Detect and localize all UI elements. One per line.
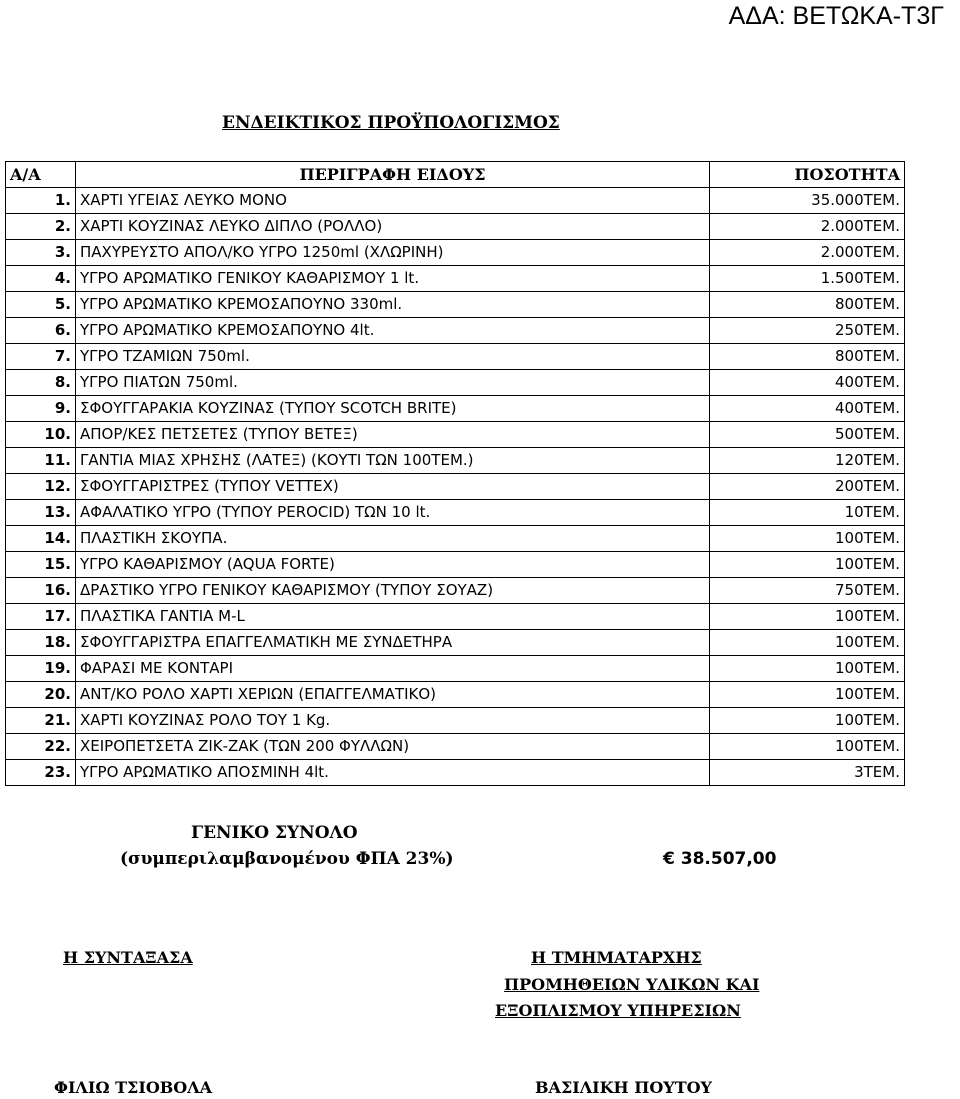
item-quantity: 10ΤΕΜ. [710,500,905,526]
table-row [6,682,905,708]
row-number: 5. [6,292,76,318]
table-row [6,734,905,760]
item-description: ΥΓΡΟ ΠΙΑΤΩΝ 750ml. [76,370,710,396]
author-title: Η ΣΥΝΤΑΞΑΣΑ [63,948,193,967]
item-quantity: 100ΤΕΜ. [710,656,905,682]
table-row [6,214,905,240]
row-number: 7. [6,344,76,370]
item-quantity: 100ΤΕΜ. [710,552,905,578]
item-quantity: 35.000ΤΕΜ. [710,188,905,214]
table-row [6,604,905,630]
item-quantity: 400ΤΕΜ. [710,370,905,396]
item-quantity: 400ΤΕΜ. [710,396,905,422]
item-quantity: 100ΤΕΜ. [710,604,905,630]
row-number: 14. [6,526,76,552]
row-number: 23. [6,760,76,786]
table-row [6,760,905,786]
table-row [6,630,905,656]
table-row [6,474,905,500]
item-quantity: 250ΤΕΜ. [710,318,905,344]
item-description: ΠΑΧΥΡΕΥΣΤΟ ΑΠΟΛ/ΚΟ ΥΓΡΟ 1250ml (ΧΛΩΡΙΝΗ) [76,240,710,266]
item-description: ΧΑΡΤΙ ΚΟΥΖΙΝΑΣ ΛΕΥΚΟ ΔΙΠΛΟ (ΡΟΛΛΟ) [76,214,710,240]
item-description: ΓΑΝΤΙΑ ΜΙΑΣ ΧΡΗΣΗΣ (ΛΑΤΕΞ) (ΚΟΥΤΙ ΤΩΝ 100ΤΕΜ.) [76,448,710,474]
item-quantity: 500ΤΕΜ. [710,422,905,448]
vat-note: (συμπεριλαμβανομένου ΦΠΑ 23%) [120,849,454,869]
table-row [6,292,905,318]
item-quantity: 2.000ΤΕΜ. [710,240,905,266]
total-label: ΓΕΝΙΚΟ ΣΥΝΟΛΟ [191,823,358,843]
row-number: 10. [6,422,76,448]
table-header-row [6,162,905,188]
item-description: ΑΦΑΛΑΤΙΚΟ ΥΓΡΟ (ΤΥΠΟΥ PEROCID) ΤΩΝ 10 lt. [76,500,710,526]
row-number: 13. [6,500,76,526]
item-description: ΠΛΑΣΤΙΚΑ ΓΑΝΤΙΑ M-L [76,604,710,630]
ada-code: ΑΔΑ: ΒΕΤΩΚΑ-Τ3Γ [728,2,944,30]
row-number: 21. [6,708,76,734]
table-row [6,552,905,578]
row-number: 9. [6,396,76,422]
row-number: 6. [6,318,76,344]
row-number: 12. [6,474,76,500]
column-header-description: ΠΕΡΙΓΡΑΦΗ ΕΙΔΟΥΣ [76,162,710,188]
item-description: ΧΑΡΤΙ ΥΓΕΙΑΣ ΛΕΥΚΟ ΜΟΝΟ [76,188,710,214]
item-description: ΔΡΑΣΤΙΚΟ ΥΓΡΟ ΓΕΝΙΚΟΥ ΚΑΘΑΡΙΣΜΟΥ (ΤΥΠΟΥ ΣΟΥΑΖ) [76,578,710,604]
item-quantity: 2.000ΤΕΜ. [710,214,905,240]
table-row [6,370,905,396]
head-title-line3: ΕΞΟΠΛΙΣΜΟΥ ΥΠΗΡΕΣΙΩΝ [495,1001,741,1020]
budget-table [5,161,905,786]
table-row [6,266,905,292]
table-row [6,526,905,552]
item-quantity: 800ΤΕΜ. [710,344,905,370]
table-row [6,318,905,344]
item-quantity: 100ΤΕΜ. [710,526,905,552]
table-row [6,500,905,526]
column-header-aa: Α/Α [6,162,76,188]
table-row [6,422,905,448]
row-number: 4. [6,266,76,292]
row-number: 19. [6,656,76,682]
table-row [6,578,905,604]
item-description: ΑΝΤ/ΚΟ ΡΟΛΟ ΧΑΡΤΙ ΧΕΡΙΩΝ (ΕΠΑΓΓΕΛΜΑΤΙΚΟ) [76,682,710,708]
table-row [6,240,905,266]
row-number: 2. [6,214,76,240]
item-quantity: 750ΤΕΜ. [710,578,905,604]
item-description: ΧΑΡΤΙ ΚΟΥΖΙΝΑΣ ΡΟΛΟ ΤΟΥ 1 Kg. [76,708,710,734]
item-description: ΠΛΑΣΤΙΚΗ ΣΚΟΥΠΑ. [76,526,710,552]
item-description: ΥΓΡΟ ΤΖΑΜΙΩΝ 750ml. [76,344,710,370]
item-description: ΥΓΡΟ ΑΡΩΜΑΤΙΚΟ ΓΕΝΙΚΟΥ ΚΑΘΑΡΙΣΜΟΥ 1 lt. [76,266,710,292]
head-name: ΒΑΣΙΛΙΚΗ ΠΟΥΤΟΥ [535,1078,712,1097]
table-row [6,396,905,422]
head-title-line1: Η ΤΜΗΜΑΤΑΡΧΗΣ [531,948,702,967]
item-quantity: 1.500ΤΕΜ. [710,266,905,292]
column-header-quantity: ΠΟΣΟΤΗΤΑ [710,162,905,188]
item-quantity: 100ΤΕΜ. [710,630,905,656]
row-number: 1. [6,188,76,214]
row-number: 3. [6,240,76,266]
item-description: ΥΓΡΟ ΑΡΩΜΑΤΙΚΟ ΑΠΟΣΜΙΝΗ 4lt. [76,760,710,786]
row-number: 16. [6,578,76,604]
row-number: 18. [6,630,76,656]
table-row [6,344,905,370]
item-quantity: 100ΤΕΜ. [710,708,905,734]
table-row [6,708,905,734]
item-quantity: 120ΤΕΜ. [710,448,905,474]
row-number: 17. [6,604,76,630]
table-row [6,448,905,474]
row-number: 20. [6,682,76,708]
table-row [6,656,905,682]
row-number: 11. [6,448,76,474]
item-description: ΦΑΡΑΣΙ ΜΕ ΚΟΝΤΑΡΙ [76,656,710,682]
item-description: ΥΓΡΟ ΑΡΩΜΑΤΙΚΟ ΚΡΕΜΟΣΑΠΟΥΝΟ 330ml. [76,292,710,318]
item-description: ΑΠΟΡ/ΚΕΣ ΠΕΤΣΕΤΕΣ (ΤΥΠΟΥ ΒΕΤΕΞ) [76,422,710,448]
item-quantity: 3ΤΕΜ. [710,760,905,786]
row-number: 15. [6,552,76,578]
item-quantity: 100ΤΕΜ. [710,682,905,708]
item-description: ΣΦΟΥΓΓΑΡΑΚΙΑ ΚΟΥΖΙΝΑΣ (ΤΥΠΟΥ SCOTCH BRITE) [76,396,710,422]
item-quantity: 100ΤΕΜ. [710,734,905,760]
head-title-line2: ΠΡΟΜΗΘΕΙΩΝ ΥΛΙΚΩΝ ΚΑΙ [504,975,760,994]
document-title: ΕΝΔΕΙΚΤΙΚΟΣ ΠΡΟΫΠΟΛΟΓΙΣΜΟΣ [222,113,560,133]
author-name: ΦΙΛΙΩ ΤΣΙΟΒΟΛΑ [54,1078,213,1097]
table-row [6,188,905,214]
item-description: ΧΕΙΡΟΠΕΤΣΕΤΑ ΖΙΚ-ΖΑΚ (ΤΩΝ 200 ΦΥΛΛΩΝ) [76,734,710,760]
item-quantity: 800ΤΕΜ. [710,292,905,318]
row-number: 22. [6,734,76,760]
item-description: ΣΦΟΥΓΓΑΡΙΣΤΡΕΣ (ΤΥΠΟΥ VETTEX) [76,474,710,500]
table-body [6,188,905,786]
item-description: ΥΓΡΟ ΚΑΘΑΡΙΣΜΟΥ (AQUA FORTE) [76,552,710,578]
row-number: 8. [6,370,76,396]
item-description: ΥΓΡΟ ΑΡΩΜΑΤΙΚΟ ΚΡΕΜΟΣΑΠΟΥΝΟ 4lt. [76,318,710,344]
total-value: € 38.507,00 [663,849,777,869]
item-description: ΣΦΟΥΓΓΑΡΙΣΤΡΑ ΕΠΑΓΓΕΛΜΑΤΙΚΗ ΜΕ ΣΥΝΔΕΤΗΡΑ [76,630,710,656]
item-quantity: 200ΤΕΜ. [710,474,905,500]
